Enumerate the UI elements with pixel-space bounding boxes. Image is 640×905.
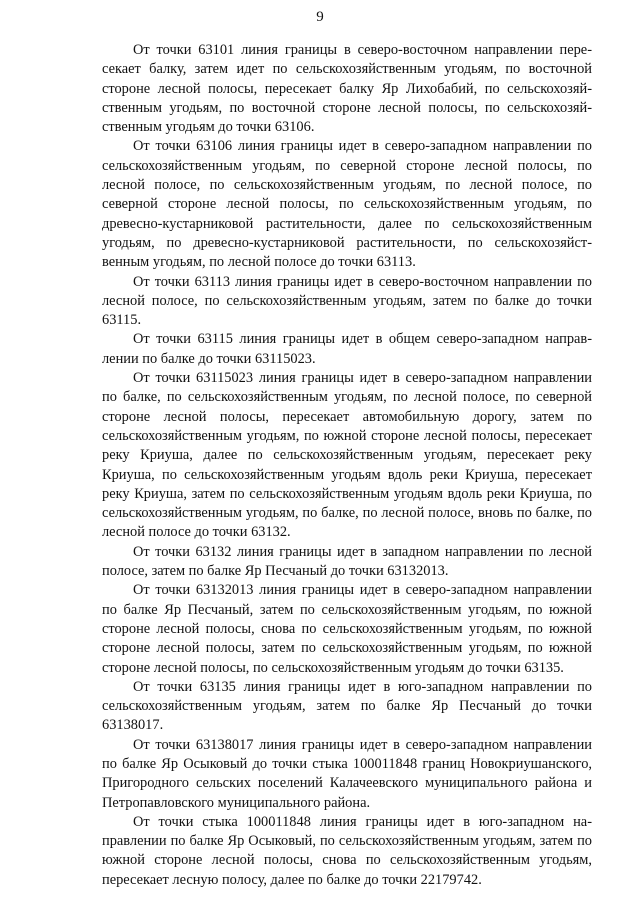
paragraph: От точки 63135 линия границы идет в юго-западном направлении по сельскохозяйственным угодьям, затем по балке Яр Песчаный до точки 63138017. xyxy=(102,678,592,734)
document-body xyxy=(102,41,592,890)
paragraph: От точки 63115023 линия границы идет в северо-западном направлении по балке, по сельскохозяйственным угодьям, по лесной полосе, по северной стороне лесной полосы, пересекает автомобильную дорогу, затем по сельскохозяйственным угодьям, по южной стороне лесной полосы, пересекает реку Криуша, далее по сельскохозяйственным угодьям, пересекает реку Криуша, по сельскохозяйственным угодьям вдоль реки Криуша, пересекает реку Криуша, затем по сельскохозяйственным угодьям вдоль реки Криуша, по сельскохозяйственным угодьям, по балке, по лесной полосе, вновь по балке, по лесной полосе до точки 63132. xyxy=(102,370,592,541)
paragraph: От точки 63132 линия границы идет в западном направлении по лесной полосе, затем по балке Яр Песчаный до точки 63132013. xyxy=(102,543,592,580)
paragraph: От точки стыка 100011848 линия границы идет в юго-западном направлении по балке Яр Осыковый, по сельскохозяйственным угодьям, затем по южной стороне лесной полосы, снова по сельскохозяйственным угодьям, пересекает лесную полосу, далее по балке до точки 22179742. xyxy=(102,813,592,888)
paragraph: От точки 63113 линия границы идет в северо-восточном направлении по лесной полосе, по сельскохозяйственным угодьям, затем по балке до точки 63115. xyxy=(102,273,592,329)
paragraph: От точки 63115 линия границы идет в общем северо-западном направлении по балке до точки 63115023. xyxy=(102,331,592,367)
page-number: 9 xyxy=(316,9,324,25)
paragraph: От точки 63138017 линия границы идет в северо-западном направлении по балке Яр Осыковый до точки стыка 100011848 границ Новокриушанского, Пригородного сельских поселений Калачеевского муниципального района и Петропавловского муниципального района. xyxy=(102,736,592,811)
paragraph: От точки 63106 линия границы идет в северо-западном направлении по сельскохозяйственным угодьям, по северной стороне лесной полосы, по лесной полосе, по сельскохозяйственным угодьям, по лесной полосе, по северной стороне лесной полосы, по сельскохозяйственным угодьям, по древесно-кустарниковой растительности, далее по сельскохозяйственным угодьям, по древесно-кустарниковой растительности, по сельскохозяйственным угодьям, по лесной полосе до точки 63113. xyxy=(102,138,592,271)
paragraph: От точки 63132013 линия границы идет в северо-западном направлении по балке Яр Песчаный, затем по сельскохозяйственным угодьям, по южной стороне лесной полосы, снова по сельскохозяйственным угодьям, по южной стороне лесной полосы, затем по сельскохозяйственным угодьям, по южной стороне лесной полосы, по сельскохозяйственным угодьям до точки 63135. xyxy=(102,582,592,676)
paragraph: От точки 63101 линия границы в северо-восточном направлении пересекает балку, затем идет по сельскохозяйственным угодьям, по восточной стороне лесной полосы, пересекает балку Яр Лихобабий, по сельскохозяйственным угодьям, по восточной стороне лесной полосы, по сельскохозяйственным угодьям до точки 63106. xyxy=(102,42,592,136)
